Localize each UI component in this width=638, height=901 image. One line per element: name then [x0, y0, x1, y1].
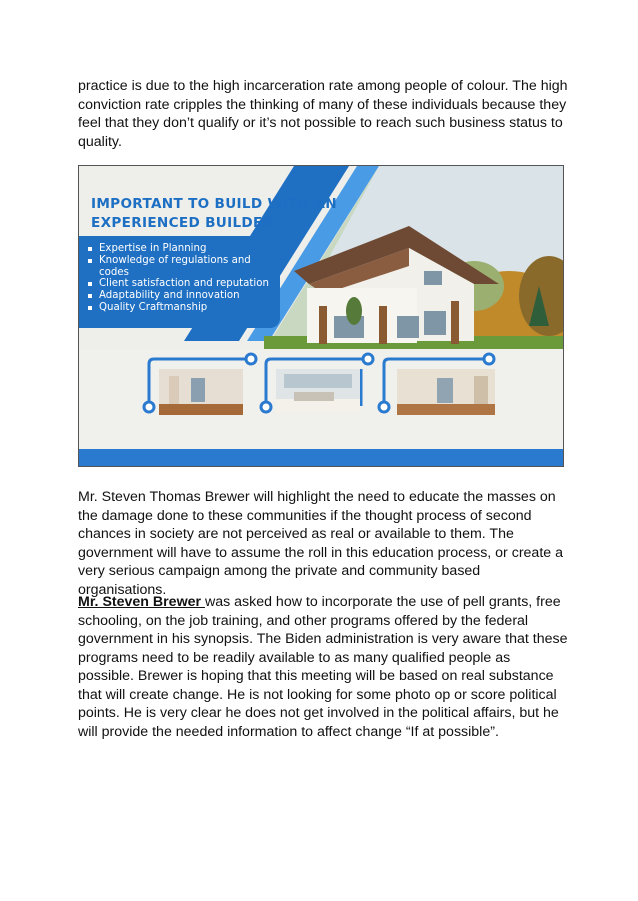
- bullet-item: Expertise in Planning: [88, 243, 280, 255]
- bullet-item: Quality Craftmanship: [88, 302, 280, 314]
- bullet-panel: [79, 236, 280, 328]
- paragraph-pell-grants: [78, 593, 568, 741]
- footer-stripe: [79, 449, 564, 467]
- interior-photo-1: [159, 369, 243, 415]
- paragraph-education: Mr. Steven Thomas Brewer will highlight the need to educate the masses on the damage done to these communities if the thought process of second chances in society are not perceived as real or available to them. The government will have to assume the roll in this education process, or create a very serious campaign among the private and community based organisations.: [78, 489, 563, 598]
- paragraph-pell-grants-text: was asked how to incorporate the use of pell grants, free schooling, on the job training, and other programs offered by the federal government in his synopsis. The Biden administration is very aware that these programs need to be readily available to as many qualified people as possible. Brewer is hoping that this meeting will be based on real substance that will create change. He is not looking for some photo op or score political points. He is very clear he does not get involved in the political affairs, but he will provide the needed information to affect change “If at possible”.: [78, 594, 568, 740]
- bullet-list: [79, 236, 280, 314]
- paragraph-intro: practice is due to the high incarceration rate among people of colour. The high conviction rate cripples the thinking of many of these individuals because they feel that they don’t qualify or it’s not possible to reach such business status to quality.: [78, 78, 568, 150]
- bullet-item: Client satisfaction and reputation: [88, 278, 280, 290]
- builder-banner-image: [78, 165, 564, 467]
- interior-photo-2: [276, 369, 360, 413]
- interior-photo-3: [397, 369, 495, 415]
- bullet-item: Knowledge of regulations and codes: [88, 255, 280, 279]
- bullet-item: Adaptability and innovation: [88, 290, 280, 302]
- steven-brewer-link[interactable]: Mr. Steven Brewer: [78, 594, 205, 610]
- banner-title: IMPORTANT TO BUILD WITH AN EXPERIENCED BUILDER: [91, 196, 337, 231]
